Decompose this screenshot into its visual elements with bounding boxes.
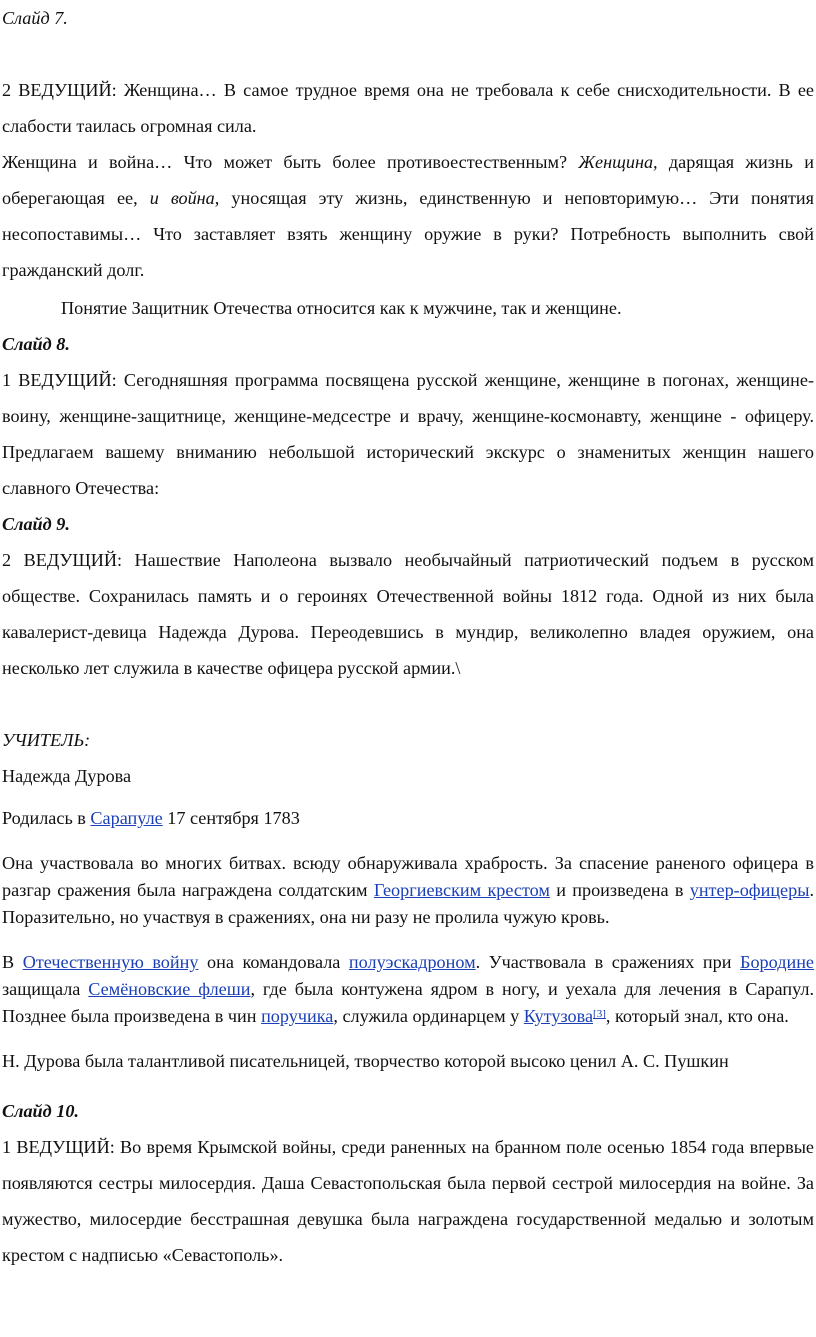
slide-7-paragraph-2 (2, 144, 814, 288)
link-semenovsky-fleches[interactable]: Семёновские флеши (88, 979, 251, 999)
slide-7-heading: Слайд 7. (2, 8, 68, 28)
link-half-squadron[interactable]: полуэскадроном (348, 952, 476, 972)
text-run: Женщина и война… Что может быть более противоестественным? (2, 152, 579, 172)
italic-run: и война (149, 188, 215, 208)
slide-10-paragraph-1: 1 ВЕДУЩИЙ: Во время Крымской войны, среди раненных на бранном поле осенью 1854 года впервые появляются сестры милосердия. Даша Севастопольская была первой сестрой милосердия на войне. За мужество, милосердие бесстрашная девушка была награждена государственной медалью и золотым крестом с надписью «Севастополь». (2, 1137, 814, 1265)
link-borodino[interactable]: Бородине (740, 952, 815, 972)
spacer (2, 794, 814, 805)
text-run: Родилась в (2, 808, 91, 828)
spacer (2, 686, 814, 722)
text-run: 17 сентября 1783 (162, 808, 300, 828)
teacher-born (2, 805, 814, 832)
spacer (2, 931, 814, 949)
spacer (2, 1075, 814, 1093)
link-patriotic-war[interactable]: Отечественную войну (22, 952, 199, 972)
text-run: . Поразительно, но участвуя в сражениях, она ни разу не пролила чужую кровь. (2, 880, 814, 927)
italic-run: Женщина, (578, 152, 658, 172)
text-run: она командовала (198, 952, 349, 972)
link-sarapul[interactable]: Сарапуле (90, 808, 163, 828)
slide-9-paragraph-1: 2 ВЕДУЩИЙ: Нашествие Наполеона вызвало необычайный патриотический подъем в русском обществе. Сохранилась память и о героинях Отечественной войны 1812 года. Одной из них была кавалерист-девица Надежда Дурова. Переодевшись в мундир, великолепно владея оружием, она несколько лет служила в качестве офицера русской армии.\ (2, 550, 814, 678)
slide-9-heading: Слайд 9. (2, 514, 70, 534)
link-georgievsky-cross[interactable]: Георгиевским крестом (373, 880, 550, 900)
slide-7-paragraph-1: 2 ВЕДУЩИЙ: Женщина… В самое трудное время она не требовала к себе снисходительности. В ее слабости таилась огромная сила. (2, 80, 814, 136)
spacer (2, 1030, 814, 1048)
slide-7-paragraph-3: Понятие Защитник Отечества относится как к мужчине, так и женщине. (61, 298, 622, 318)
text-run: . Участвовала в сражениях при (475, 952, 741, 972)
text-run: и произведена в (549, 880, 690, 900)
footnote-ref-3[interactable]: [3] (593, 1008, 606, 1020)
text-run: , который знал, кто она. (605, 1006, 789, 1026)
text-run: В (2, 952, 23, 972)
text-run: дарящая жизнь и оберегающая ее, (2, 152, 814, 208)
link-poruchik[interactable]: поручика (261, 1006, 334, 1026)
slide-10-heading: Слайд 10. (2, 1101, 79, 1121)
teacher-paragraph-1 (2, 850, 814, 931)
teacher-paragraph-3: Н. Дурова была талантливой писательницей, творчество которой высоко ценил А. С. Пушкин (2, 1051, 729, 1071)
teacher-name: Надежда Дурова (2, 766, 132, 786)
spacer (2, 36, 814, 72)
spacer (2, 832, 814, 850)
text-run: , где была контужена ядром в ногу, и уехала для лечения в Сарапул. Позднее была произведена в чин (2, 979, 814, 1026)
text-run: Она участвовала во многих битвах. всюду обнаруживала храбрость. За спасение раненого офицера в разгар сражения была награждена солдатским (2, 853, 814, 900)
link-kutuzov[interactable]: Кутузова (523, 1006, 594, 1026)
teacher-label: УЧИТЕЛЬ: (2, 730, 91, 750)
teacher-paragraph-2 (2, 949, 814, 1030)
text-run: , служила ординарцем у (333, 1006, 524, 1026)
document-page (2, 0, 814, 1273)
text-run: , уносящая эту жизнь, единственную и неповторимую… Эти понятия несопоставимы… Что заставляет взять женщину оружие в руки? Потребность выполнить свой гражданский долг. (2, 188, 814, 280)
link-unter-officers[interactable]: унтер-офицеры (689, 880, 810, 900)
slide-8-heading: Слайд 8. (2, 334, 70, 354)
text-run: защищала (2, 979, 89, 999)
slide-8-paragraph-1: 1 ВЕДУЩИЙ: Сегодняшняя программа посвящена русской женщине, женщине в погонах, женщине-воину, женщине-защитнице, женщине-медсестре и врачу, женщине-космонавту, женщине - офицеру. Предлагаем вашему вниманию небольшой исторический экскурс о знаменитых женщин нашего славного Отечества: (2, 370, 814, 498)
